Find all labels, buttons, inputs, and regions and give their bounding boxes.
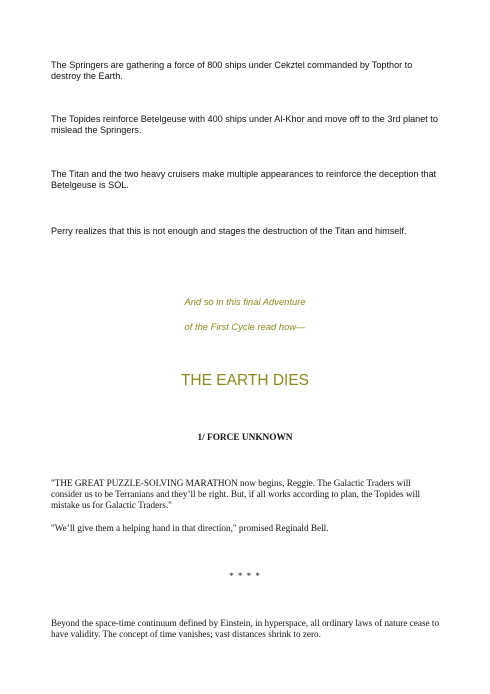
body-paragraph-hyperspace: Beyond the space-time continuum defined by Einstein, in hyperspace, all ordinary laws of nature cease to have validity. The concept of time vanishes; vast distances shrink to zero. xyxy=(51,618,440,639)
section-separator: * * * * xyxy=(229,571,261,581)
book-title: THE EARTH DIES xyxy=(180,372,310,389)
paragraph-topides: The Topides reinforce Betelgeuse with 400 ships under Al-Khor and move off to the 3rd planet to mislead the Springers. xyxy=(51,114,438,135)
intro-line-1: And so in this final Adventure xyxy=(184,296,306,307)
chapter-heading: 1/ FORCE UNKNOWN xyxy=(197,433,293,443)
paragraph-springers: The Springers are gathering a force of 800 ships under Cekztel commanded by Topthor to destroy the Earth. xyxy=(51,60,413,81)
paragraph-titan: The Titan and the two heavy cruisers make multiple appearances to reinforce the deception that Betelgeuse is SOL. xyxy=(51,169,437,190)
body-paragraph-marathon: "THE GREAT PUZZLE-SOLVING MARATHON now begins, Reggie. The Galactic Traders will consider us to be Terranians and they’ll be right. But, if all works according to plan, the Topides will mistake us for Galactic Traders." xyxy=(51,478,421,510)
intro-line-2: of the First Cycle read how— xyxy=(184,321,306,332)
body-paragraph-bell: "We’ll give them a helping hand in that direction," promised Reginald Bell. xyxy=(51,523,329,533)
paragraph-perry: Perry realizes that this is not enough and stages the destruction of the Titan and himself. xyxy=(51,226,407,236)
